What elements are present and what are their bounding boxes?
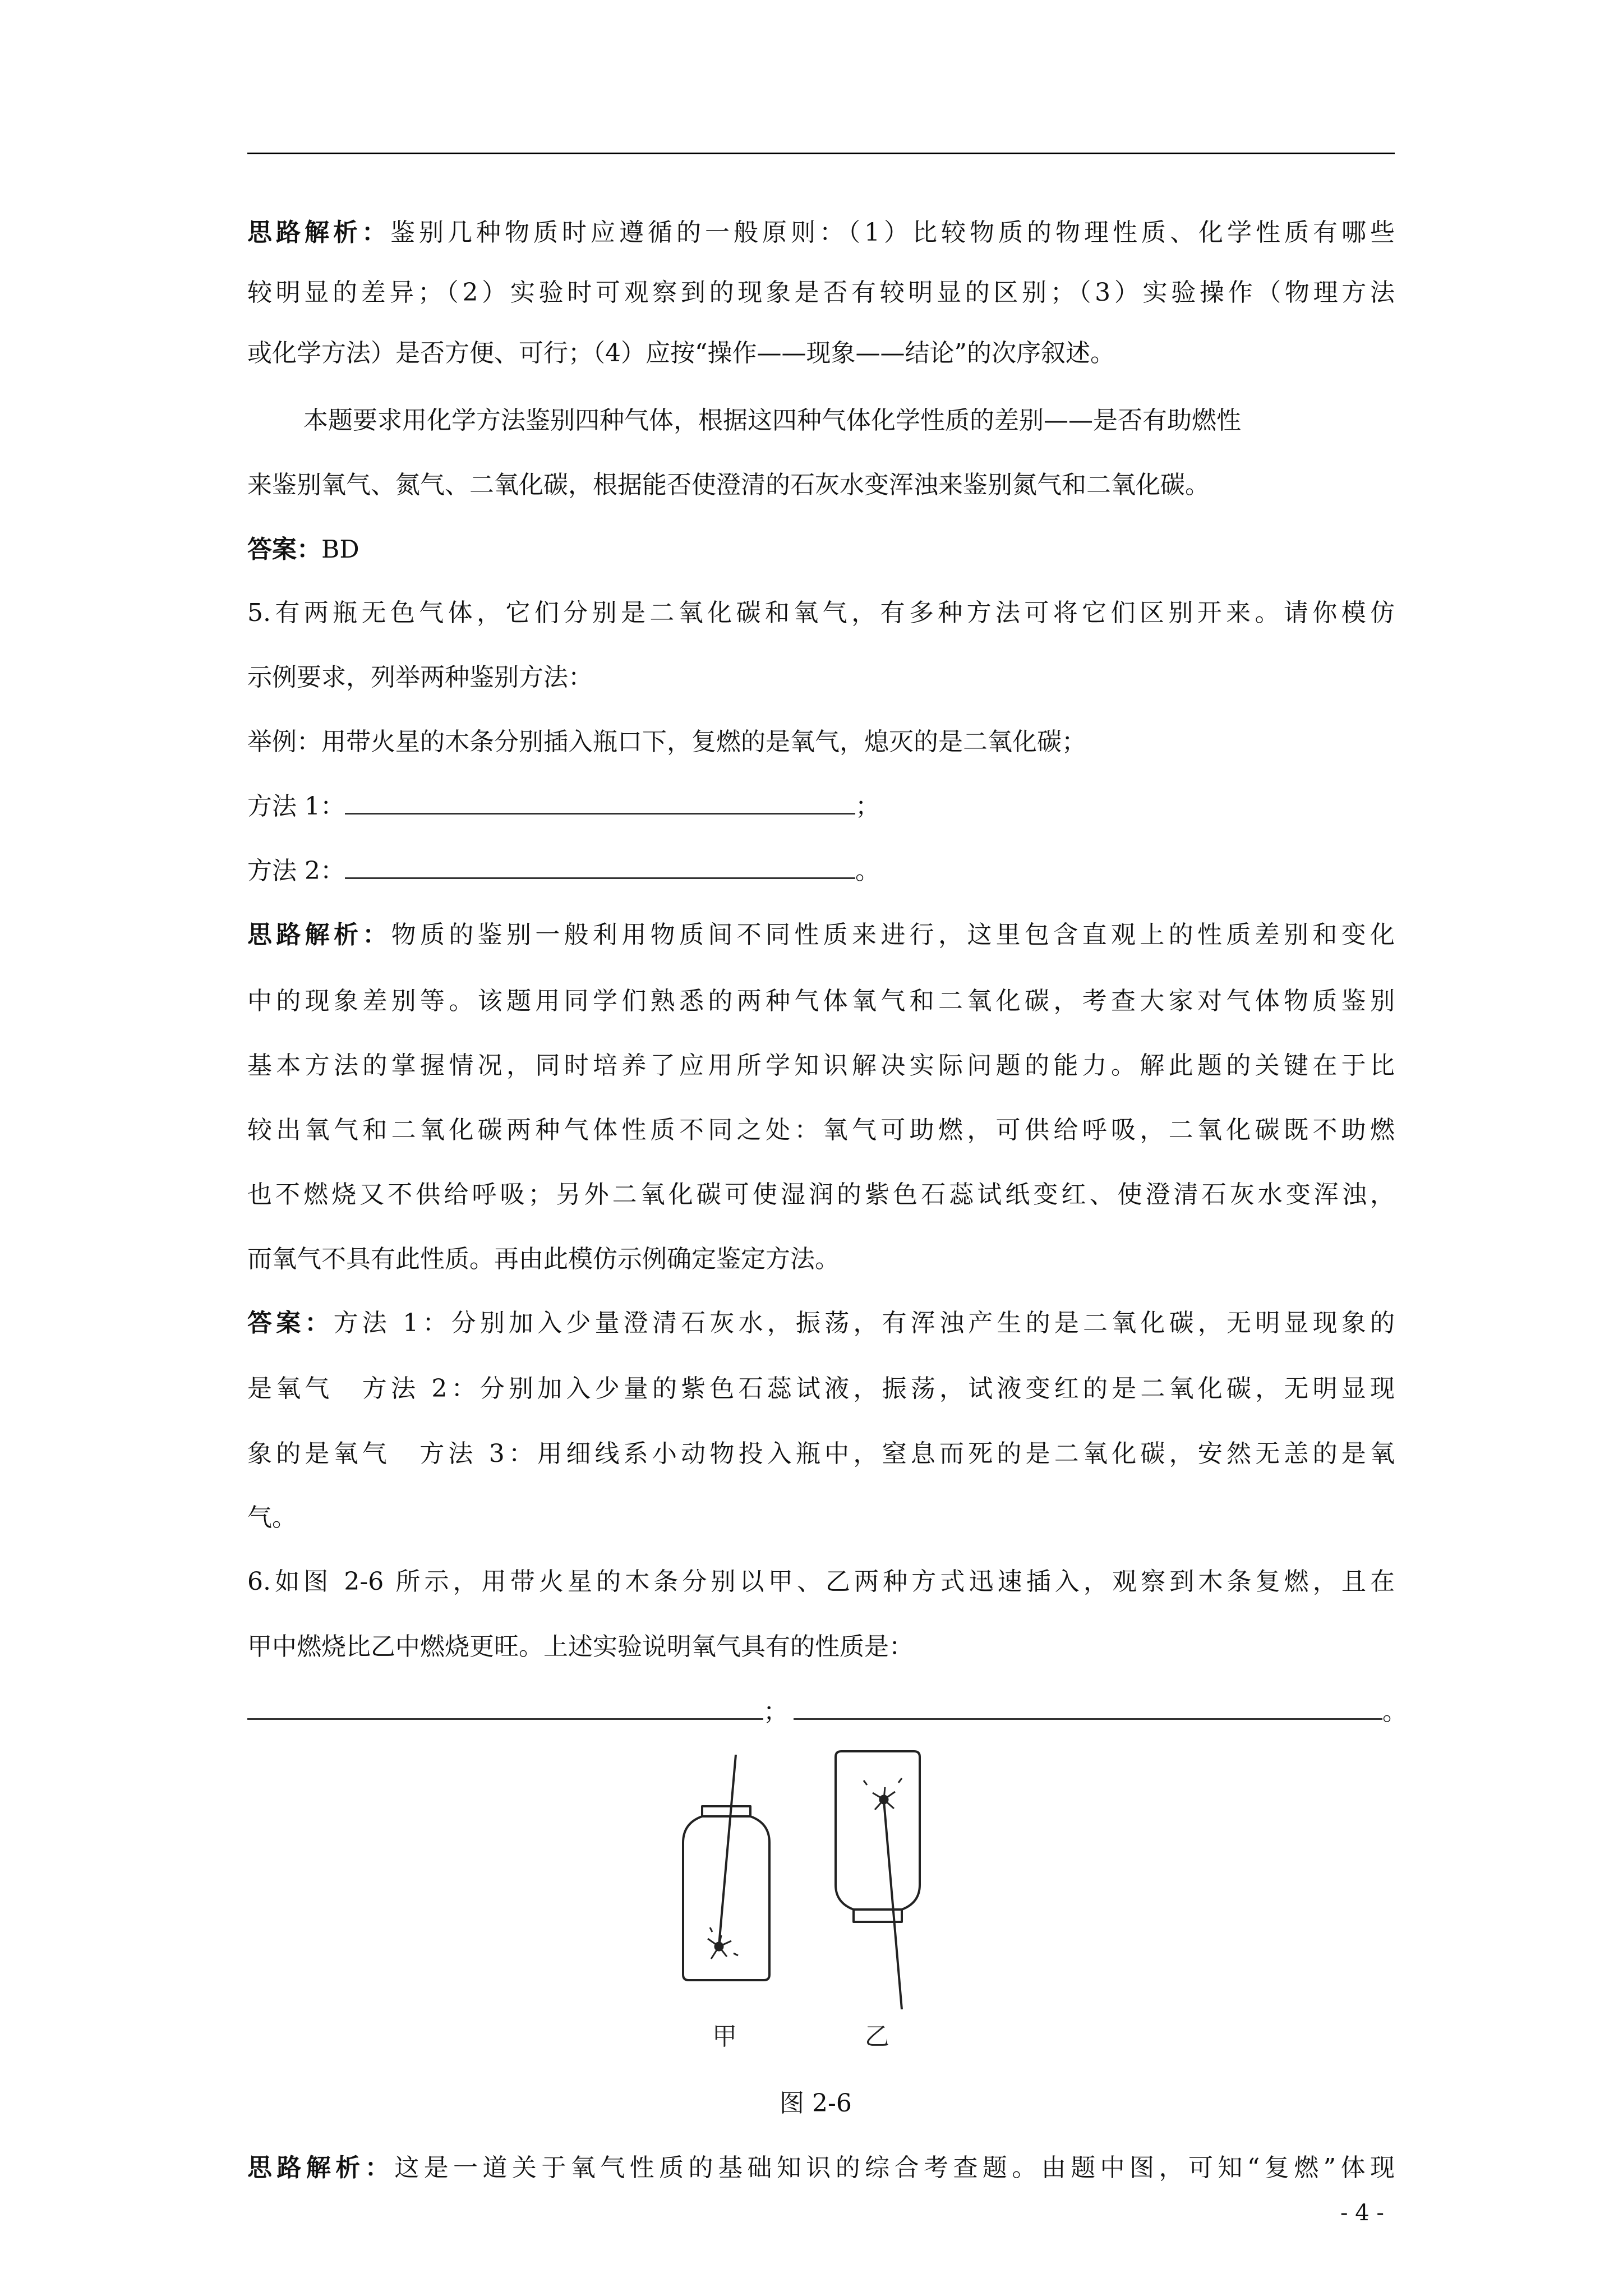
analysis-q5-line-3: 基本方法的掌握情况，同时培养了应用所学知识解决实际问题的能力。解此题的关键在于比: [247, 1051, 1395, 1080]
question-6-line-1: 6.如图 2-6 所示，用带火星的木条分别以甲、乙两种方式迅速插入，观察到木条复燃，且在: [247, 1567, 1395, 1596]
analysis-q5-line-5: 也不燃烧又不供给呼吸；另外二氧化碳可使湿润的紫色石蕊试纸变红、使澄清石灰水变浑浊，: [247, 1180, 1395, 1209]
label-jia: 甲: [712, 2022, 737, 2051]
analysis-q5-line-1: 思路解析：物质的鉴别一般利用物质间不同性质来进行，这里包含直观上的性质差别和变化: [247, 921, 1395, 949]
answer-label: 答案：: [247, 535, 321, 564]
answer-5-line-1: 答案：方法 1：分别加入少量澄清石灰水，振荡，有浑浊产生的是二氧化碳，无明显现象的: [247, 1309, 1395, 1337]
answer-label: 答案：: [247, 1309, 334, 1337]
method-1-blank[interactable]: [345, 790, 855, 815]
analysis-paragraph-1-line-3: 或化学方法）是否方便、可行；（4）应按“操作——现象——结论”的次序叙述。: [247, 339, 1115, 367]
page-number: - 4 -: [1340, 2200, 1384, 2226]
property-blank-1[interactable]: [247, 1696, 763, 1720]
analysis-q6-line-1: 思路解析：这是一道关于氧气性质的基础知识的综合考查题。由题中图，可知“复燃”体现: [247, 2154, 1395, 2182]
analysis-q5-line-4: 较出氧气和二氧化碳两种气体性质不同之处：氧气可助燃，可供给呼吸，二氧化碳既不助燃: [247, 1116, 1395, 1144]
analysis-q5-line-2: 中的现象差别等。该题用同学们熟悉的两种气体氧气和二氧化碳，考查大家对气体物质鉴别: [247, 987, 1395, 1015]
analysis-paragraph-2-line-2: 来鉴别氧气、氮气、二氧化碳，根据能否使澄清的石灰水变浑浊来鉴别氮气和二氧化碳。: [247, 471, 1210, 499]
label-yi: 乙: [865, 2022, 889, 2051]
question-5-line-1: 5.有两瓶无色气体，它们分别是二氧化碳和氧气，有多种方法可将它们区别开来。请你模仿: [247, 599, 1395, 627]
question-5-line-2: 示例要求，列举两种鉴别方法：: [247, 663, 593, 692]
header-rule: [247, 153, 1395, 154]
jar-yi: [836, 1751, 920, 1922]
analysis-paragraph-1-line-2: 较明显的差异；（2）实验时可观察到的现象是否有较明显的区别；（3）实验操作（物理方法: [247, 278, 1395, 307]
splint-jia: [719, 1755, 736, 1945]
jar-jia: [683, 1806, 769, 1980]
analysis-label: 思路解析：: [247, 218, 390, 247]
method-2-row: 方法 2： 。: [247, 854, 1395, 888]
spark-yi: [864, 1778, 902, 1810]
answer-5-line-2: 是氧气 方法 2：分别加入少量的紫色石蕊试液，振荡，试液变红的是二氧化碳，无明显现: [247, 1374, 1395, 1403]
answer-4: 答案：BD: [247, 535, 359, 564]
answer-5-line-4: 气。: [247, 1503, 297, 1532]
answer-5-line-3: 象的是氧气 方法 3：用细线系小动物投入瓶中，窒息而死的是二氧化碳，安然无恙的是氧: [247, 1439, 1395, 1468]
question-6-blanks-row: ； 。: [247, 1695, 1395, 1729]
analysis-label: 思路解析：: [247, 921, 391, 949]
analysis-paragraph-2-line-1: 本题要求用化学方法鉴别四种气体，根据这四种气体化学性质的差别——是否有助燃性: [303, 406, 1241, 435]
question-6-line-2: 甲中燃烧比乙中燃烧更旺。上述实验说明氧气具有的性质是：: [247, 1632, 914, 1661]
analysis-label: 思路解析：: [247, 2154, 395, 2182]
figure-caption: 图 2-6: [780, 2089, 852, 2118]
figure-2-6: [673, 1739, 953, 2053]
method-1-row: 方法 1： ；: [247, 790, 1395, 823]
property-blank-2[interactable]: [794, 1696, 1382, 1720]
analysis-paragraph-1-line-1: 思路解析：鉴别几种物质时应遵循的一般原则：（1）比较物质的物理性质、化学性质有哪些: [247, 218, 1395, 247]
spark-jia: [708, 1927, 738, 1959]
question-5-example: 举例：用带火星的木条分别插入瓶口下，复燃的是氧气，熄灭的是二氧化碳；: [247, 728, 1086, 756]
splint-yi: [884, 1801, 902, 2009]
analysis-q5-line-6: 而氧气不具有此性质。再由此模仿示例确定鉴定方法。: [247, 1245, 840, 1273]
method-2-blank[interactable]: [345, 855, 855, 879]
